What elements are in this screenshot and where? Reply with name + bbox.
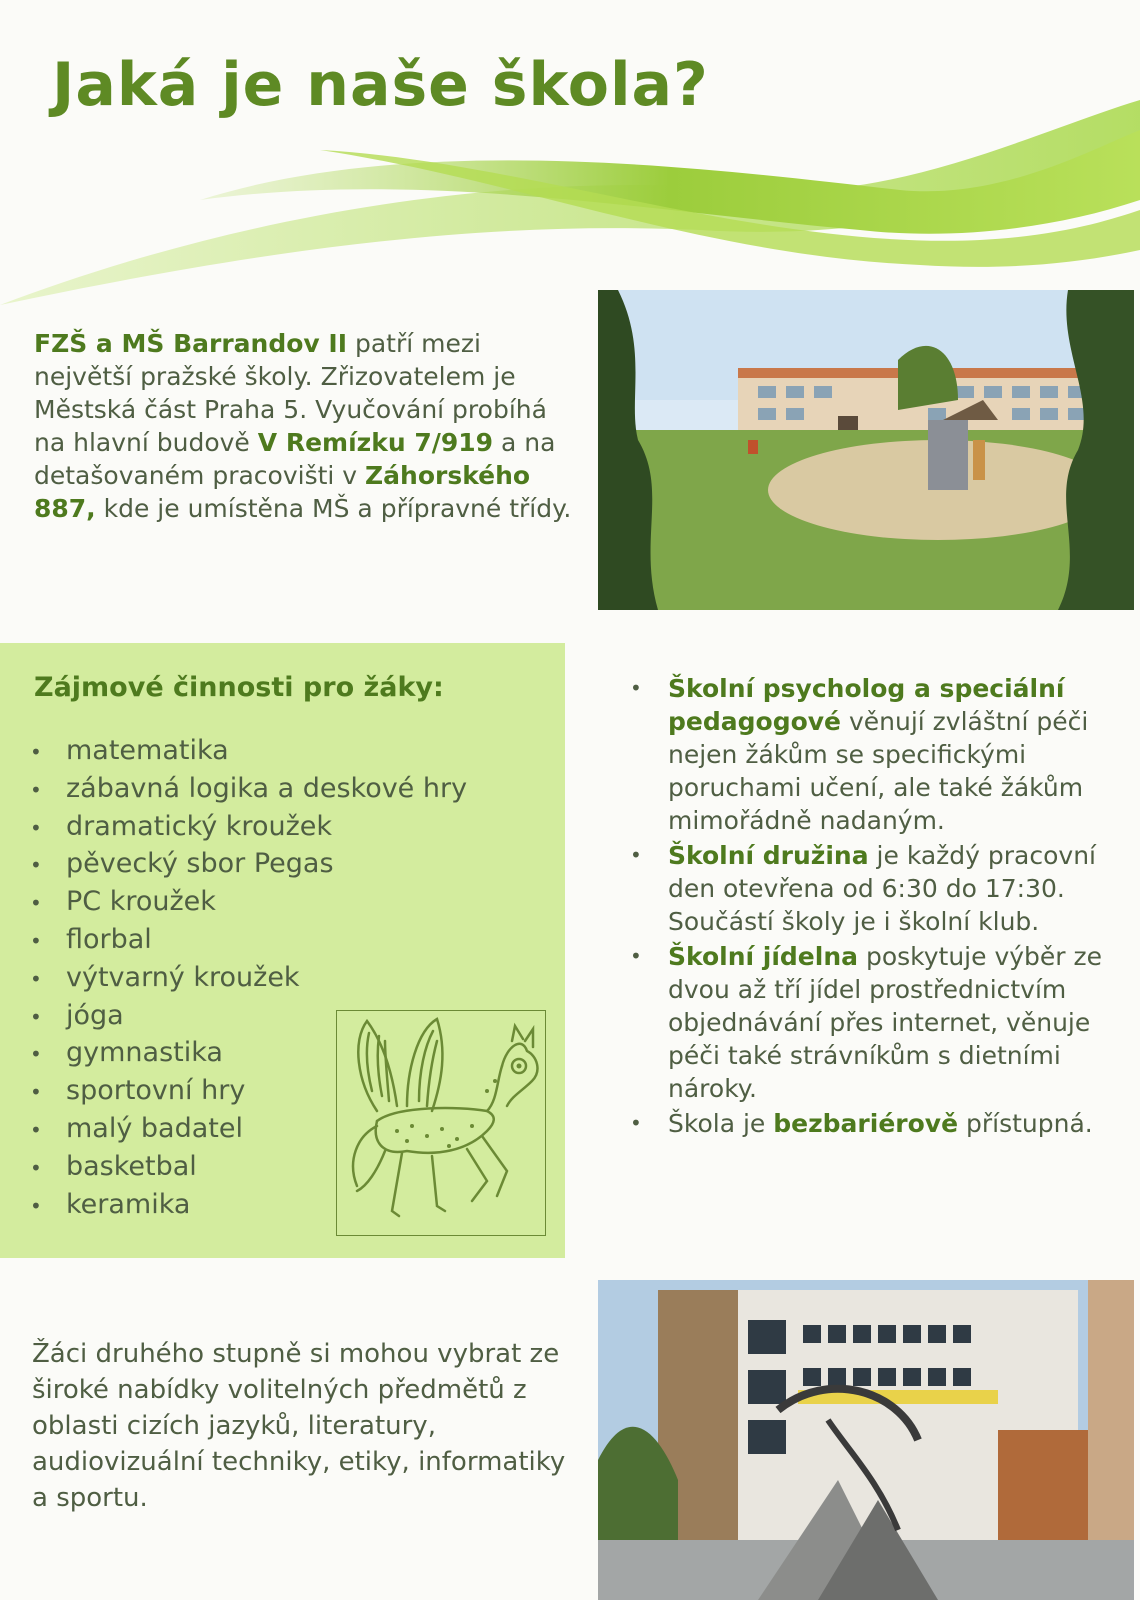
list-item: • dramatický kroužek [30,809,467,847]
list-item: • matematika [30,733,467,771]
info-item-psychologist [626,672,1126,837]
list-item: • výtvarný kroužek [30,960,467,998]
page-title: Jaká je naše škola? [52,50,709,120]
info-item-prefix: Škola je [668,1109,774,1138]
info-item-text: přístupná. [958,1109,1093,1138]
intro-text-1: patří mezi největší pražské školy. Zřizovatelem je Městská část Praha 5. Vyučování probíhá na hlavní budově [34,329,547,457]
list-item: • florbal [30,922,467,960]
intro-text-3: kde je umístěna MŠ a přípravné třídy. [95,494,572,523]
intro-paragraph [34,327,574,525]
list-item: • malý badatel [30,1111,467,1149]
info-item-canteen [626,940,1126,1105]
info-list [626,672,1126,1142]
list-item: • PC kroužek [30,884,467,922]
pegasus-drawing [336,1010,546,1236]
info-item-title: Školní družina [668,841,869,870]
list-item: • keramika [30,1187,467,1225]
info-item-title: Školní psycholog a speciální pedagogové [668,674,1065,736]
info-item-accessibility [626,1107,1126,1140]
list-item: • pěvecký sbor Pegas [30,846,467,884]
info-item-after-school [626,839,1126,938]
info-item-text: poskytuje výběr ze dvou až tří jídel prostřednictvím objednávání přes internet, věnuje péči také strávníkům s dietními nároky. [668,942,1103,1103]
main-building-address: V Remízku 7/919 [257,428,494,457]
school-playground-photo [598,290,1134,610]
pegasus-icon [337,1011,544,1234]
closing-paragraph: Žáci druhého stupně si mohou vybrat ze široké nabídky volitelných předmětů z oblasti cizích jazyků, literatury, audiovizuální techniky, etiky, informatiky a sportu. [32,1339,566,1513]
info-item-text: věnují zvláštní péči nejen žákům se specifickými poruchami učení, ale také žákům mimořádně nadaným. [668,707,1089,835]
branch-address: Záhorského 887, [34,461,531,523]
info-item-title: Školní jídelna [668,942,859,971]
info-item-text: je každý pracovní den otevřena od 6:30 do 17:30. Součástí školy je i školní klub. [668,841,1096,936]
activities-heading: Zájmové činnosti pro žáky: [34,672,444,703]
list-item: • gymnastika [30,1035,467,1073]
intro-text-2: a na detašovaném pracovišti v [34,428,556,490]
list-item: • basketbal [30,1149,467,1187]
list-item: • jóga [30,998,467,1036]
school-building-photo [598,1280,1134,1600]
school-name: FZŠ a MŠ Barrandov II [34,329,348,358]
decorative-leaf-swoosh [0,90,1140,320]
list-item: • sportovní hry [30,1073,467,1111]
info-item-title: bezbariérově [773,1109,959,1138]
list-item: • zábavná logika a deskové hry [30,771,467,809]
